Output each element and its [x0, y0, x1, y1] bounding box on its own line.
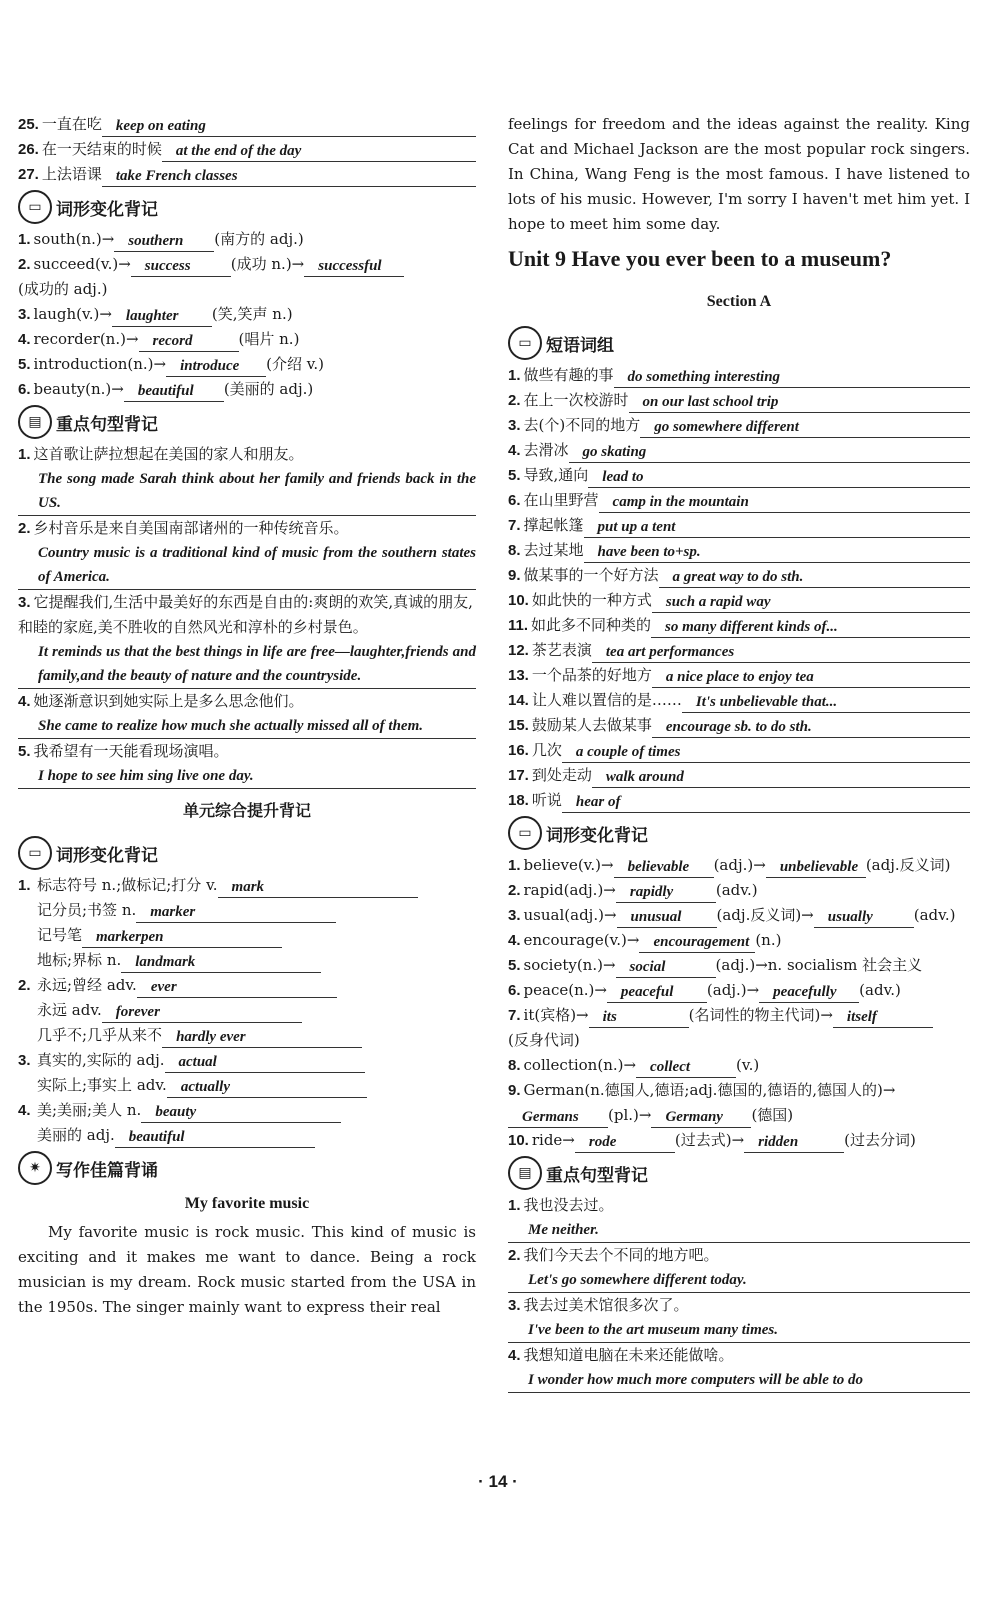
item-note: (n.): [755, 931, 782, 949]
sentence-text: 它提醒我们,生活中最美好的东西是自由的:爽朗的欢笑,真诚的朋友,和睦的家庭,美不胜收的自然风光和淳朴的乡村景色。: [18, 593, 473, 636]
wordform2-heading: ▭ 词形变化背记: [18, 833, 476, 873]
item-number: 2.: [508, 882, 521, 899]
item-chinese: 去过某地: [523, 541, 584, 559]
item-answer-2: peacefully: [759, 982, 859, 1003]
sentence-heading: ▤ 重点句型背记: [508, 1153, 970, 1193]
item-note: (介绍 v.): [266, 355, 325, 373]
item-number: 5.: [18, 743, 31, 760]
wordform-item: [18, 227, 476, 252]
item-answer: actually: [167, 1077, 367, 1098]
item-answer: landmark: [121, 952, 321, 973]
item-answer: collect: [636, 1057, 736, 1078]
wordform-item: [508, 1128, 970, 1153]
wordform-item: [18, 898, 476, 923]
item-answer: unusual: [617, 907, 717, 928]
item-number: 1.: [18, 231, 31, 248]
item-chinese: 地标;界标 n.: [37, 951, 122, 969]
item-base: laugh(v.)→: [33, 305, 112, 323]
sentence-answer: Let's go somewhere different today.: [508, 1268, 970, 1293]
item-answer: forever: [102, 1002, 302, 1023]
item-note: (adv.): [913, 906, 956, 924]
wordform-item: [508, 978, 970, 1003]
item-base: south(n.)→: [33, 230, 115, 248]
sentence-list: [508, 1193, 970, 1393]
item-answer: such a rapid way: [652, 592, 970, 613]
computer-icon: ▭: [508, 816, 542, 850]
item-chinese: 让人难以置信的是……: [531, 691, 682, 709]
item-note: (反身代词): [508, 1031, 580, 1049]
item-chinese: 在一天结束的时候: [41, 140, 162, 158]
item-answer: take French classes: [102, 166, 476, 187]
item-chinese: 美丽的 adj.: [37, 1126, 115, 1144]
sentence-text: 我们今天去个不同的地方吧。: [523, 1246, 719, 1264]
item-number: 13.: [508, 667, 529, 684]
phrase-item: [508, 763, 970, 788]
item-chinese: 撑起帐篷: [523, 516, 584, 534]
item-answer: mark: [218, 877, 418, 898]
item-answer: southern: [114, 231, 214, 252]
item-answer: go skating: [569, 442, 970, 463]
item-number: 7.: [508, 517, 521, 534]
item-number: 1.: [18, 877, 31, 894]
item-number: 25.: [18, 116, 39, 133]
item-number: 7.: [508, 1007, 521, 1024]
item-base: rapid(adj.)→: [523, 881, 616, 899]
sentence-answer: Country music is a traditional kind of music from the southern states of America.: [18, 541, 476, 590]
item-chinese: 上法语课: [41, 165, 102, 183]
item-number: 4.: [508, 442, 521, 459]
wordform-item: [18, 1048, 476, 1073]
item-number: 2.: [508, 1247, 521, 1264]
card-icon: ▤: [508, 1156, 542, 1190]
item-number: 9.: [508, 1082, 521, 1099]
item-number: 2.: [18, 256, 31, 273]
phrase-item: [508, 463, 970, 488]
item-chinese: 听说: [531, 791, 562, 809]
item-number: 6.: [508, 982, 521, 999]
wordform-item: [18, 1023, 476, 1048]
item-chinese: 记号笔: [37, 926, 83, 944]
item-answer: believable: [614, 857, 714, 878]
item-answer: beautiful: [115, 1127, 315, 1148]
item-note: (南方的 adj.): [214, 230, 304, 248]
item-chinese: 永远;曾经 adv.: [37, 976, 137, 994]
item-chinese: 几乎不;几乎从来不: [37, 1026, 163, 1044]
wordform-item: [508, 1078, 970, 1128]
phrase-item: [18, 137, 476, 162]
item-middle: (adj.)→: [706, 981, 760, 999]
item-note: (adj.)→n. socialism 社会主义: [715, 956, 923, 974]
item-number: 12.: [508, 642, 529, 659]
item-chinese: 导致,通向: [523, 466, 589, 484]
item-number: 18.: [508, 792, 529, 809]
item-answer: a great way to do sth.: [659, 567, 970, 588]
wordform-item: [18, 1098, 476, 1123]
sentence-text: 这首歌让萨拉想起在美国的家人和朋友。: [33, 445, 304, 463]
item-answer: have been to+sp.: [584, 542, 970, 563]
item-chinese: 几次: [531, 741, 562, 759]
item-chinese: 做些有趣的事: [523, 366, 614, 384]
star-icon: ✷: [18, 1151, 52, 1185]
item-answer: so many different kinds of...: [651, 617, 970, 638]
wordform-item: [18, 873, 476, 898]
item-answer: hardly ever: [162, 1027, 362, 1048]
item-chinese: 实际上;事实上 adv.: [37, 1076, 167, 1094]
phrase-item: [508, 538, 970, 563]
sentence-chinese: [18, 739, 476, 764]
item-base: encourage(v.)→: [523, 931, 640, 949]
wordform-item: [508, 953, 970, 978]
wordform-list: [508, 853, 970, 1153]
phrase-item: [18, 112, 476, 137]
wordform-item: [18, 252, 476, 302]
item-base: ride→: [531, 1131, 575, 1149]
item-number: 1.: [508, 367, 521, 384]
sentence-answer: I hope to see him sing live one day.: [18, 764, 476, 789]
wordform-item: [18, 377, 476, 402]
item-number: 1.: [508, 857, 521, 874]
wordform-item: [508, 853, 970, 878]
item-answer: peaceful: [607, 982, 707, 1003]
item-note: (adj.反义词): [865, 856, 951, 874]
item-answer-2: Germany: [651, 1107, 751, 1128]
item-answer-2: ridden: [744, 1132, 844, 1153]
item-number: 2.: [508, 392, 521, 409]
item-answer: It's unbelievable that...: [682, 692, 970, 713]
phrase-item: [508, 388, 970, 413]
computer-icon: ▭: [508, 326, 542, 360]
sentence-chinese: [18, 689, 476, 714]
wordform-heading: ▭ 词形变化背记: [18, 187, 476, 227]
item-answer: record: [139, 331, 239, 352]
item-answer: success: [131, 256, 231, 277]
item-number: 10.: [508, 592, 529, 609]
wordform-item: [18, 998, 476, 1023]
wordform-item: [18, 1123, 476, 1148]
item-number: 15.: [508, 717, 529, 734]
item-answer-2: successful: [304, 256, 404, 277]
item-answer-2: unbelievable: [766, 857, 866, 878]
item-number: 3.: [18, 594, 31, 611]
wordform-item: [18, 923, 476, 948]
item-number: 9.: [508, 567, 521, 584]
item-chinese: 茶艺表演: [531, 641, 592, 659]
sentence-chinese: [18, 590, 476, 640]
item-number: 10.: [508, 1132, 529, 1149]
item-number: 5.: [508, 467, 521, 484]
sentence-text: 乡村音乐是来自美国南部诸州的一种传统音乐。: [33, 519, 349, 537]
item-note: (v.): [736, 1056, 760, 1074]
item-number: 5.: [18, 356, 31, 373]
item-chinese: 美;美丽;美人 n.: [37, 1101, 142, 1119]
item-answer: hear of: [562, 792, 970, 813]
item-base: peace(n.)→: [523, 981, 607, 999]
item-chinese: 到处走动: [531, 766, 592, 784]
item-answer: social: [616, 957, 716, 978]
item-number: 8.: [508, 1057, 521, 1074]
wordform-item: [508, 928, 970, 953]
sentence-chinese: [508, 1343, 970, 1368]
item-number: 2.: [18, 977, 31, 994]
item-answer: marker: [136, 902, 336, 923]
item-note: (美丽的 adj.): [223, 380, 314, 398]
item-answer-2: itself: [833, 1007, 933, 1028]
item-chinese: 在山里野营: [523, 491, 599, 509]
sentence-text: 我去过美术馆很多次了。: [523, 1296, 689, 1314]
item-middle: (pl.)→: [608, 1106, 652, 1124]
wordform-item: [18, 973, 476, 998]
phrase-item: [508, 563, 970, 588]
wordform-item: [18, 327, 476, 352]
item-base: society(n.)→: [523, 956, 616, 974]
item-answer: Germans: [508, 1107, 608, 1128]
item-answer: go somewhere different: [640, 417, 970, 438]
item-number: 4.: [18, 331, 31, 348]
item-number: 11.: [508, 617, 529, 634]
item-number: 3.: [508, 417, 521, 434]
item-number: 8.: [508, 542, 521, 559]
phrase-item: [508, 688, 970, 713]
item-number: 2.: [18, 520, 31, 537]
item-middle: (成功 n.)→: [230, 255, 305, 273]
essay-text: My favorite music is rock music. This kind of music is exciting and it makes me want to dance. Being a rock musician is my dream. Rock music started from the USA in the 1950s. The singer mainly want to express their real: [18, 1223, 476, 1316]
phrase-item: [508, 638, 970, 663]
item-answer: do something interesting: [614, 367, 970, 388]
phrase-item: [508, 413, 970, 438]
item-base: German(n.德国人,德语;adj.德国的,德语的,德国人的)→: [523, 1081, 896, 1099]
phrase-list: [508, 363, 970, 813]
item-answer: ever: [137, 977, 337, 998]
sentence-heading: ▤ 重点句型背记: [18, 402, 476, 442]
wordform-item: [18, 1073, 476, 1098]
phrase-item: [508, 363, 970, 388]
item-answer: put up a tent: [584, 517, 970, 538]
item-chinese: 去滑冰: [523, 441, 569, 459]
sentence-text: 我想知道电脑在未来还能做啥。: [523, 1346, 734, 1364]
item-answer: keep on eating: [102, 116, 476, 137]
sentence-list: [18, 442, 476, 789]
phrase-item: [18, 162, 476, 187]
sentence-answer: The song made Sarah think about her family and friends back in the US.: [18, 467, 476, 516]
sentence-text: 我希望有一天能看现场演唱。: [33, 742, 229, 760]
phrase-item: [508, 663, 970, 688]
item-chinese: 真实的,实际的 adj.: [37, 1051, 165, 1069]
wordform-item: [508, 878, 970, 903]
unit-title: Unit 9 Have you ever been to a museum?: [508, 246, 892, 271]
item-chinese: 做某事的一个好方法: [523, 566, 659, 584]
item-answer: actual: [165, 1052, 365, 1073]
item-answer: introduce: [166, 356, 266, 377]
item-answer: walk around: [592, 767, 970, 788]
item-answer: at the end of the day: [162, 141, 476, 162]
left-column: [18, 112, 476, 1320]
item-chinese: 如此快的一种方式: [531, 591, 652, 609]
sentence-text: 她逐渐意识到她实际上是多么思念他们。: [33, 692, 304, 710]
wordform-item: [508, 1053, 970, 1078]
item-chinese: 去(个)不同的地方: [523, 416, 641, 434]
sentence-chinese: [508, 1243, 970, 1268]
phrase-item: [508, 588, 970, 613]
item-answer: on our last school trip: [629, 392, 970, 413]
item-number: 3.: [508, 1297, 521, 1314]
item-middle: (名词性的物主代词)→: [688, 1006, 833, 1024]
item-middle: (adj.)→: [713, 856, 766, 874]
item-note: (adv.): [859, 981, 901, 999]
item-note: (adv.): [715, 881, 758, 899]
item-note: (成功的 adj.): [18, 280, 108, 298]
item-base: recorder(n.)→: [33, 330, 139, 348]
computer-icon: ▭: [18, 190, 52, 224]
item-note: (德国): [751, 1106, 794, 1124]
phrase-item: [508, 438, 970, 463]
item-answer: beauty: [141, 1102, 341, 1123]
item-middle: (过去式)→: [674, 1131, 745, 1149]
item-answer: encouragement: [639, 932, 755, 953]
wordform-item: [18, 948, 476, 973]
phrase-item: [508, 713, 970, 738]
phrase-item: [508, 513, 970, 538]
writing-heading: ✷ 写作佳篇背诵: [18, 1148, 476, 1188]
wordform-item: [18, 302, 476, 327]
item-base: collection(n.)→: [523, 1056, 637, 1074]
item-answer: camp in the mountain: [599, 492, 970, 513]
wordform-heading: ▭ 词形变化背记: [508, 813, 970, 853]
phrase-item: [508, 788, 970, 813]
item-note: (过去分词): [844, 1131, 916, 1149]
item-chinese: 在上一次校游时: [523, 391, 629, 409]
sentence-answer: I've been to the art museum many times.: [508, 1318, 970, 1343]
item-middle: (adj.反义词)→: [716, 906, 814, 924]
item-chinese: 记分员;书签 n.: [37, 901, 137, 919]
item-base: succeed(v.)→: [33, 255, 131, 273]
item-number: 16.: [508, 742, 529, 759]
item-number: 4.: [18, 1102, 31, 1119]
item-number: 4.: [508, 1347, 521, 1364]
item-chinese: 鼓励某人去做某事: [531, 716, 652, 734]
wordform-item: [18, 352, 476, 377]
item-chinese: 如此多不同种类的: [531, 616, 652, 634]
item-number: 26.: [18, 141, 39, 158]
item-number: 4.: [508, 932, 521, 949]
item-number: 6.: [18, 381, 31, 398]
sentence-chinese: [18, 516, 476, 541]
item-number: 3.: [508, 907, 521, 924]
unit-review-title: 单元综合提升背记: [182, 801, 311, 820]
sentence-answer: I wonder how much more computers will be able to do: [508, 1368, 970, 1393]
item-note: (笑,笑声 n.): [211, 305, 293, 323]
item-number: 6.: [508, 492, 521, 509]
item-answer: markerpen: [82, 927, 282, 948]
item-answer: rapidly: [616, 882, 716, 903]
item-answer: a nice place to enjoy tea: [652, 667, 970, 688]
item-number: 1.: [18, 446, 31, 463]
item-number: 27.: [18, 166, 39, 183]
item-answer-2: usually: [814, 907, 914, 928]
item-number: 17.: [508, 767, 529, 784]
item-answer: tea art performances: [592, 642, 970, 663]
item-base: introduction(n.)→: [33, 355, 167, 373]
phrase-item: [508, 488, 970, 513]
item-base: usual(adj.)→: [523, 906, 617, 924]
card-icon: ▤: [18, 405, 52, 439]
item-number: 4.: [18, 693, 31, 710]
item-answer: its: [589, 1007, 689, 1028]
item-chinese: 一直在吃: [41, 115, 102, 133]
computer-icon: ▭: [18, 836, 52, 870]
item-number: 5.: [508, 957, 521, 974]
item-number: 3.: [18, 306, 31, 323]
sentence-answer: Me neither.: [508, 1218, 970, 1243]
item-answer: laughter: [112, 306, 212, 327]
essay-title: My favorite music: [184, 1195, 310, 1212]
wordform2-list: [18, 873, 476, 1148]
item-base: it(宾格)→: [523, 1006, 589, 1024]
phrase-item: [508, 613, 970, 638]
item-answer: a couple of times: [562, 742, 970, 763]
item-base: beauty(n.)→: [33, 380, 124, 398]
item-number: 1.: [508, 1197, 521, 1214]
section-title: Section A: [706, 293, 772, 310]
essay-continued: feelings for freedom and the ideas against the reality. King Cat and Michael Jackson are the most popular rock singers. In China, Wang Feng is the most famous. I have listened to lots of his music. However, I'm sorry I haven't met him yet. I hope to meet him some day.: [508, 115, 970, 233]
item-answer: encourage sb. to do sth.: [652, 717, 970, 738]
item-number: 3.: [18, 1052, 31, 1069]
sentence-text: 我也没去过。: [523, 1196, 614, 1214]
item-answer: rode: [575, 1132, 675, 1153]
item-note: (唱片 n.): [238, 330, 300, 348]
phrase-heading: ▭ 短语词组: [508, 323, 970, 363]
wordform-item: [508, 903, 970, 928]
phrase-list-continued: [18, 112, 476, 187]
item-chinese: 永远 adv.: [37, 1001, 102, 1019]
sentence-answer: She came to realize how much she actually missed all of them.: [18, 714, 476, 739]
item-chinese: 一个品茶的好地方: [531, 666, 652, 684]
page-number: · 14 ·: [478, 1472, 518, 1491]
wordform-list: [18, 227, 476, 402]
item-base: believe(v.)→: [523, 856, 614, 874]
item-number: 14.: [508, 692, 529, 709]
right-column: [508, 112, 970, 1393]
wordform-item: [508, 1003, 970, 1053]
phrase-item: [508, 738, 970, 763]
sentence-chinese: [508, 1193, 970, 1218]
sentence-answer: It reminds us that the best things in life are free—laughter,friends and family,and the beauty of nature and the countryside.: [18, 640, 476, 689]
sentence-chinese: [18, 442, 476, 467]
item-answer: lead to: [588, 467, 970, 488]
sentence-chinese: [508, 1293, 970, 1318]
item-answer: beautiful: [124, 381, 224, 402]
item-chinese: 标志符号 n.;做标记;打分 v.: [37, 876, 218, 894]
